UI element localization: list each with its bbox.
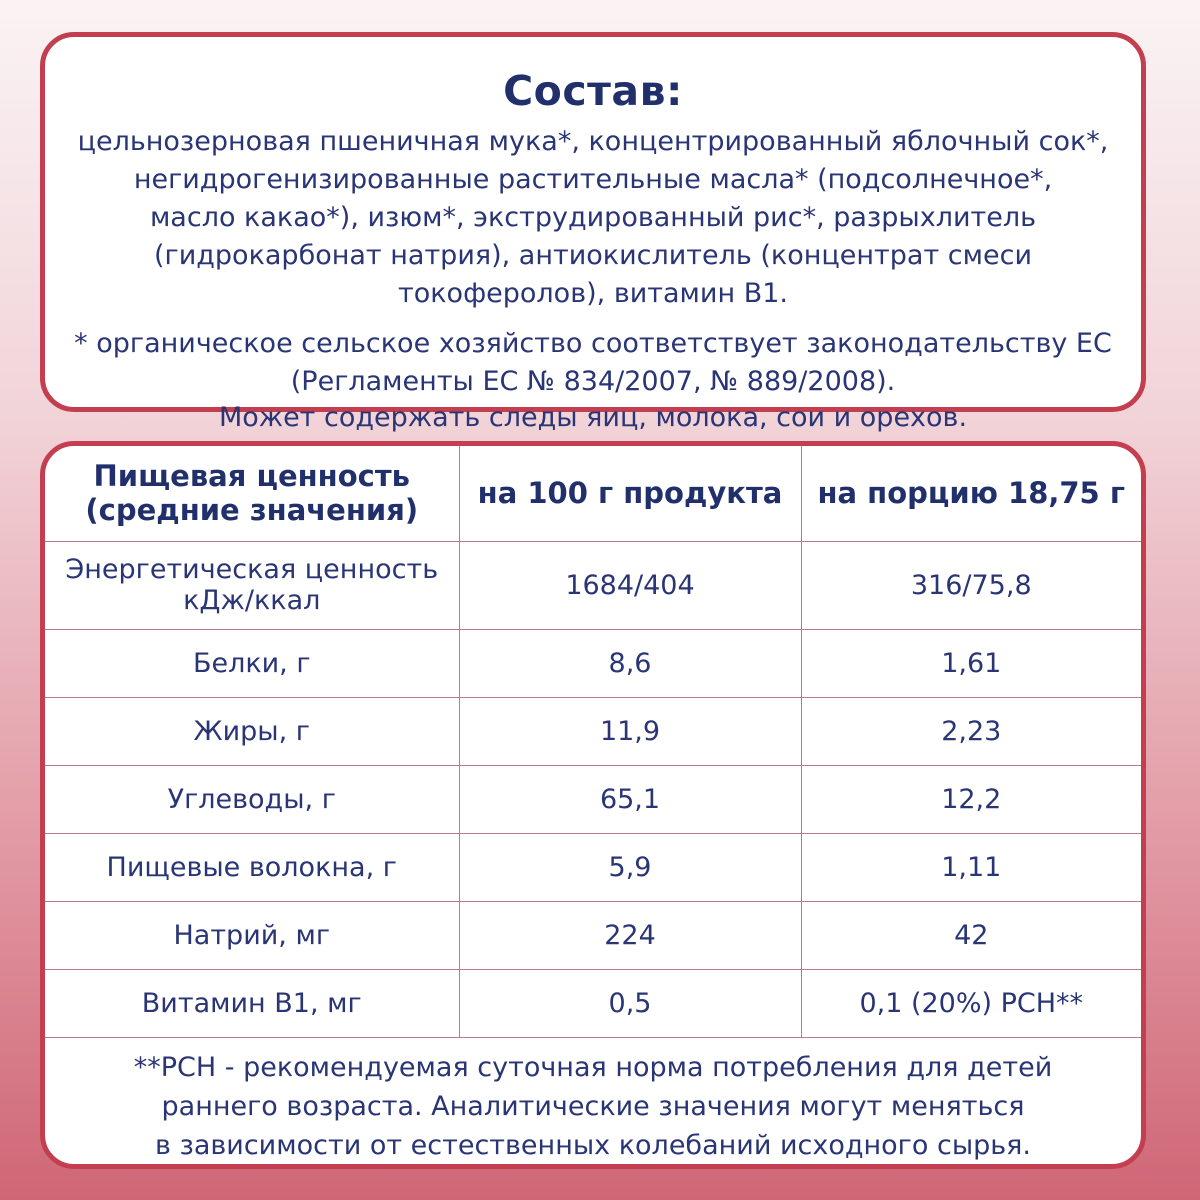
- row-per-serving: 12,2: [801, 765, 1141, 833]
- energy-label-line2: кДж/ккал: [183, 585, 321, 616]
- composition-line: негидрогенизированные растительные масла* (подсолнечное*,: [133, 164, 1053, 195]
- composition-title: Состав:: [503, 67, 683, 115]
- row-per-serving: 1,61: [801, 629, 1141, 697]
- header-nutrition-value-line1: Пищевая ценность: [93, 459, 410, 494]
- row-per-serving: 0,1 (20%) РСН**: [801, 969, 1141, 1037]
- row-label: Углеводы, г: [45, 765, 459, 833]
- composition-line: цельнозерновая пшеничная мука*, концентрированный яблочный сок*,: [77, 126, 1109, 157]
- composition-line: (гидрокарбонат натрия), антиокислитель (концентрат смеси: [153, 240, 1032, 271]
- row-per-100g: 224: [459, 901, 801, 969]
- nutrition-panel: [40, 441, 1146, 1169]
- nutrition-table: [45, 446, 1141, 1169]
- table-row: [45, 901, 1141, 969]
- table-row: [45, 833, 1141, 901]
- row-label: Натрий, мг: [45, 901, 459, 969]
- header-nutrition-value-line2: (средние значения): [85, 493, 419, 528]
- row-per-serving: 2,23: [801, 697, 1141, 765]
- header-per-serving: на порцию 18,75 г: [801, 446, 1141, 541]
- table-row: [45, 765, 1141, 833]
- organic-note-line: * органическое сельское хозяйство соответствует законодательству ЕС: [74, 328, 1112, 359]
- table-header-row: [45, 446, 1141, 541]
- footnote-line: в зависимости от естественных колебаний исходного сырья.: [154, 1129, 1032, 1161]
- table-row: [45, 697, 1141, 765]
- footnote-row: [45, 1037, 1141, 1169]
- composition-panel: [40, 32, 1146, 433]
- row-label: Жиры, г: [45, 697, 459, 765]
- energy-per-serving: 316/75,8: [801, 541, 1141, 629]
- row-per-serving: 1,11: [801, 833, 1141, 901]
- row-per-100g: 65,1: [459, 765, 801, 833]
- row-label: Пищевые волокна, г: [45, 833, 459, 901]
- header-nutrition-value: [45, 446, 459, 541]
- row-per-serving: 42: [801, 901, 1141, 969]
- energy-label-line1: Энергетическая ценность: [65, 554, 439, 585]
- footnote-line: **РСН - рекомендуемая суточная норма потребления для детей: [133, 1051, 1053, 1083]
- row-label: Белки, г: [45, 629, 459, 697]
- allergen-note: Может содержать следы яиц, молока, сои и орехов.: [218, 402, 968, 433]
- composition-line: масло какао*), изюм*, экструдированный рис*, разрыхлитель: [149, 202, 1037, 233]
- organic-note-line: (Регламенты ЕС № 834/2007, № 889/2008).: [290, 366, 896, 397]
- composition-line: токоферолов), витамин B1.: [398, 278, 788, 309]
- footnote-line: раннего возраста. Аналитические значения могут меняться: [161, 1090, 1025, 1122]
- table-row: [45, 629, 1141, 697]
- energy-per-100g: 1684/404: [459, 541, 801, 629]
- row-per-100g: 8,6: [459, 629, 801, 697]
- header-per-100g: на 100 г продукта: [459, 446, 801, 541]
- energy-label: [45, 541, 459, 629]
- row-label: Витамин B1, мг: [45, 969, 459, 1037]
- row-per-100g: 11,9: [459, 697, 801, 765]
- footnote: [45, 1037, 1141, 1169]
- table-row: [45, 969, 1141, 1037]
- row-per-100g: 0,5: [459, 969, 801, 1037]
- table-row: [45, 541, 1141, 629]
- row-per-100g: 5,9: [459, 833, 801, 901]
